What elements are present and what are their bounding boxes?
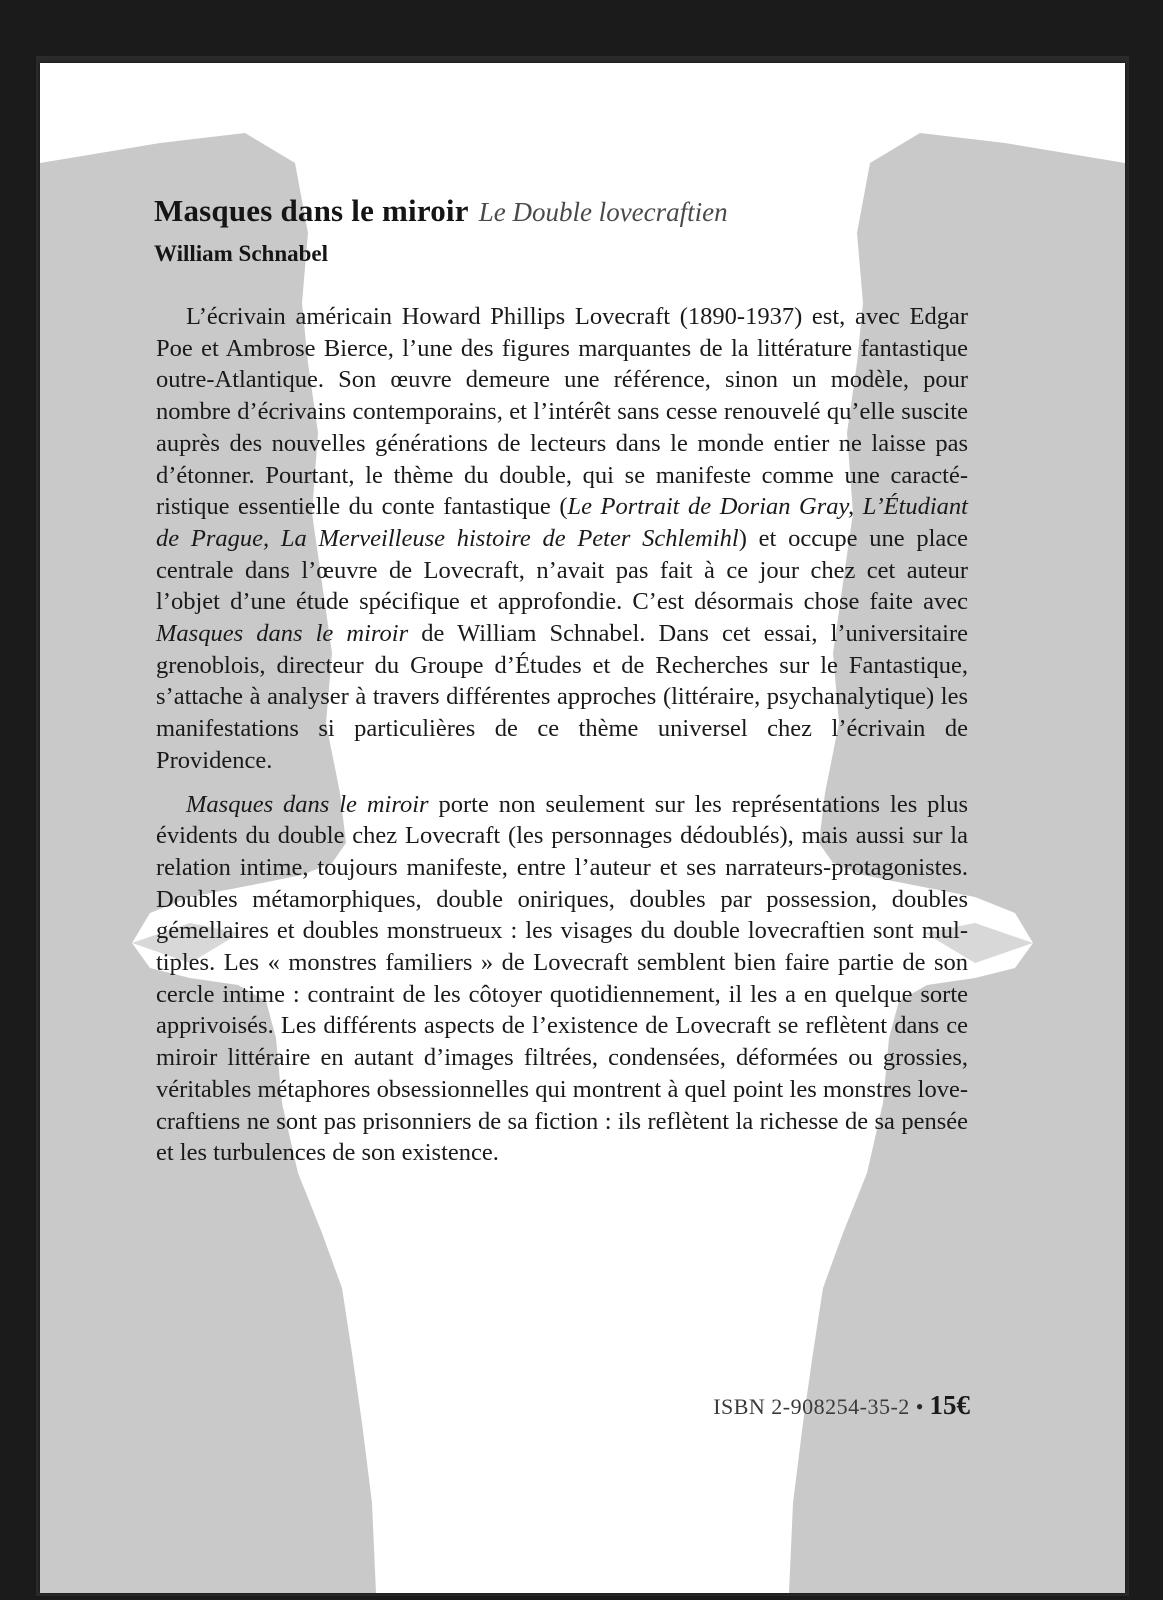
book-subtitle: Le Double lovecraftien — [478, 197, 728, 227]
book-author: William Schnabel — [154, 241, 329, 266]
paragraph-1-text-b: ) et occupe une place centrale dans l’œuvre de Lovecraft, n’avait pas fait à ce jour chez cet auteur l’objet d’une étude spécifique et approfondie. C’est désormais chose faite avec — [156, 524, 968, 616]
book-back-cover — [40, 63, 1125, 1593]
cited-works: Le Portrait de Dorian Gray, L’Étudiant de Prague, La Merveilleuse histoire de Peter Schlemihl — [156, 493, 968, 552]
title-row — [154, 193, 728, 229]
price: 15€ — [929, 1390, 970, 1420]
blurb-paragraph-2 — [156, 789, 968, 1169]
paragraph-1-text-a: L’écrivain américain Howard Phillips Lovecraft (1890-1937) est, avec Edgar Poe et Ambrose Bierce, l’une des figures marquantes de la littérature fantastique outre-Atlantique. Son œuvre demeure une référence, sinon un modèle, pour nombre d’écrivains contemporains, et l’intérêt sans cesse renouvelé qu’elle suscite auprès des nouvelles générations de lecteurs dans le monde entier ne laisse pas d’étonner. Pourtant, le thème du double, qui se manifeste comme une caractéristique essentielle du conte fantastique ( — [156, 303, 968, 521]
isbn-number: ISBN 2-908254-35-2 — [713, 1394, 910, 1419]
paragraph-1-text-c: de William Schnabel. Dans cet essai, l’universitaire grenoblois, directeur du Groupe d’Études et de Recherches sur le Fantastique, s’attache à analyser à travers différentes approches (littéraire, psychanalytique) les manifestations si particulières de ce thème universel chez l’écrivain de Providence. — [156, 620, 968, 774]
book-title-reference: Masques dans le miroir — [156, 620, 409, 648]
isbn-price-line — [713, 1390, 970, 1421]
back-cover-blurb — [156, 301, 968, 1169]
bullet-separator: • — [915, 1394, 924, 1419]
book-title-reference: Masques dans le miroir — [186, 790, 429, 818]
book-title: Masques dans le miroir — [154, 193, 469, 228]
blurb-paragraph-1 — [156, 301, 968, 777]
paragraph-2-text: porte non seulement sur les représentations les plus évidents du double chez Lovecraft (les personnages dédoublés), mais aussi sur la relation intime, toujours manifeste, entre l’auteur et ses narrateurs-protagonistes. Doubles métamorphiques, double oniriques, doubles par possession, doubles gémellaires et doubles monstrueux : les visages du double lovecraftien sont multiples. Les « monstres familiers » de Lovecraft semblent bien faire partie de son cercle intime : contraint de les côtoyer quotidiennement, il les a en quelque sorte apprivoisés. Les différents aspects de l’existence de Lovecraft se reflètent dans ce miroir littéraire en autant d’images filtrées, condensées, déformées ou grossies, véritables métaphores obsessionnelles qui montrent à quel point les monstres lovecraftiens ne sont pas prisonniers de sa fiction : ils reflètent la richesse de sa pensée et les turbulences de son existence. — [156, 790, 968, 1167]
